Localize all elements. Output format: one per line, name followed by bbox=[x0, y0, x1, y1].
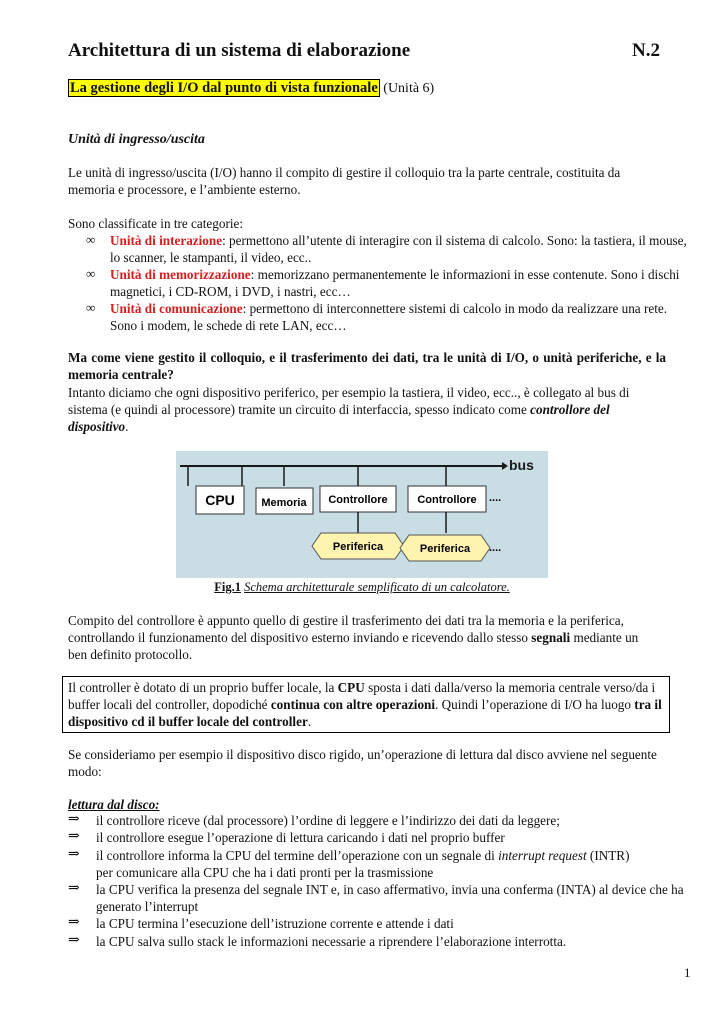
buffer-note-box bbox=[62, 676, 670, 733]
list-item: la CPU verifica la presenza del segnale INT e, in caso affermativo, invia una conferma (INTA) al device che ha generato l’interrupt bbox=[96, 882, 684, 914]
memoria-label: Memoria bbox=[261, 497, 307, 509]
category-text: : permettono di interconnettere sistemi di calcolo in modo da realizzare una rete. Sono i modem, le schede di rete LAN, ecc… bbox=[110, 301, 668, 333]
subtitle bbox=[68, 80, 434, 97]
category-text: : memorizzano permanentemente le informazioni in esse contenute. Sono i dischi magnetici, i CD-ROM, i DVD, i nastri, ecc… bbox=[110, 267, 680, 299]
list-item bbox=[110, 266, 690, 300]
architecture-diagram bbox=[176, 451, 548, 578]
answer-text: Intanto diciamo che ogni dispositivo periferico, per esempio la tastiera, il video, ecc.., è collegato al bus di sistema (e quindi al processore) tramite un circuito di interfaccia, spesso indicato come bbox=[68, 385, 630, 417]
arrow-icon: ⇒ bbox=[68, 915, 80, 930]
step-text: il controllore informa la CPU del termine dell’operazione con un segnale di bbox=[96, 848, 499, 863]
ellipsis-dots: .... bbox=[489, 542, 502, 554]
periferica-label: Periferica bbox=[419, 543, 471, 555]
list-item: il controllore riceve (dal processore) l’ordine di leggere e l’indirizzo dei dati da leggere; bbox=[96, 813, 560, 828]
categories-intro: Sono classificate in tre categorie: bbox=[68, 216, 244, 231]
arrow-icon: ⇒ bbox=[68, 933, 80, 948]
answer-paragraph bbox=[68, 384, 672, 435]
bullet-icon: ∞ bbox=[86, 266, 96, 281]
category-name: Unità di interazione bbox=[110, 233, 223, 248]
step-emphasis: interrupt request bbox=[498, 848, 587, 863]
title-text: Architettura di un sistema di elaborazione bbox=[68, 40, 411, 61]
bus-label: bus bbox=[509, 457, 534, 473]
bullet-icon: ∞ bbox=[86, 300, 96, 315]
figure-caption bbox=[0, 580, 724, 595]
arrow-icon: ⇒ bbox=[68, 881, 80, 896]
highlighted-subtitle: La gestione degli I/O dal punto di vista funzionale bbox=[70, 80, 378, 96]
periferica-label: Periferica bbox=[332, 541, 384, 553]
read-heading: lettura dal disco: bbox=[68, 797, 160, 812]
figure-label: Fig.1 bbox=[214, 580, 241, 594]
list-item bbox=[110, 300, 690, 334]
ellipsis-dots: .... bbox=[489, 492, 502, 504]
list-item: la CPU salva sullo stack le informazioni necessarie a riprendere l’elaborazione interrotta. bbox=[96, 934, 567, 949]
controller-paragraph bbox=[68, 612, 654, 663]
controllore-label: Controllore bbox=[328, 494, 388, 506]
document-number: N.2 bbox=[632, 40, 660, 61]
box-text: . bbox=[307, 714, 312, 729]
answer-end: . bbox=[125, 419, 129, 434]
box-bold: tra il dispositivo cd il buffer locale del controller bbox=[68, 697, 662, 729]
controller-text: Compito del controllore è appunto quello di gestire il trasferimento dei dati tra la memoria e la periferica, controllando il funzionamento del dispositivo esterno inviando e ricevendo dallo stesso bbox=[68, 613, 624, 645]
step-text: (INTR) per comunicare alla CPU che ha i dati pronti per la trasmissione bbox=[96, 848, 630, 880]
question-paragraph: Ma come viene gestito il colloquio, e il trasferimento dei dati, tra le unità di I/O, o unità periferiche, e la memoria centrale? bbox=[68, 350, 666, 382]
category-name: Unità di comunicazione bbox=[110, 301, 243, 316]
controller-end: mediante un ben definito protocollo. bbox=[68, 630, 639, 662]
box-text: sposta i dati dalla/verso la memoria centrale verso/da i buffer locali del controller, dopodiché bbox=[68, 680, 656, 712]
category-name: Unità di memorizzazione bbox=[110, 267, 251, 282]
list-item: la CPU termina l’esecuzione dell’istruzione corrente e attende i dati bbox=[96, 916, 454, 931]
cpu-label: CPU bbox=[205, 492, 235, 508]
box-text: . Quindi l’operazione di I/O ha luogo bbox=[435, 697, 635, 712]
list-item bbox=[96, 847, 636, 881]
arrow-icon: ⇒ bbox=[68, 829, 80, 844]
list-item bbox=[110, 232, 690, 266]
unit-label: (Unità 6) bbox=[383, 81, 435, 96]
bullet-icon: ∞ bbox=[86, 232, 96, 247]
box-text: Il controller è dotato di un proprio buffer locale, la bbox=[68, 680, 338, 695]
box-cpu: CPU bbox=[337, 680, 365, 695]
figure-caption-text: Schema architetturale semplificato di un calcolatore. bbox=[244, 580, 510, 594]
disk-intro: Se consideriamo per esempio il dispositivo disco rigido, un’operazione di lettura dal disco avviene nel seguente modo: bbox=[68, 747, 657, 779]
category-text: : permettono all’utente di interagire con il sistema di calcolo. Sono: la tastiera, il mouse, lo scanner, le stampanti, il video, ecc.. bbox=[110, 233, 687, 265]
answer-term: controllore del dispositivo bbox=[68, 402, 610, 434]
arrow-icon: ⇒ bbox=[68, 812, 80, 827]
page-number: 1 bbox=[684, 965, 691, 980]
intro-paragraph: Le unità di ingresso/uscita (I/O) hanno il compito di gestire il colloquio tra la parte centrale, costituita da memoria e processore, e l’ambiente esterno. bbox=[68, 165, 621, 197]
controllore-label: Controllore bbox=[417, 494, 477, 506]
box-bold: continua con altre operazioni bbox=[270, 697, 436, 712]
list-item: il controllore esegue l’operazione di lettura caricando i dati nel proprio buffer bbox=[96, 830, 505, 845]
controller-bold: segnali bbox=[531, 630, 571, 645]
arrow-icon: ⇒ bbox=[68, 847, 80, 862]
section-heading: Unità di ingresso/uscita bbox=[68, 132, 205, 147]
page-title bbox=[68, 40, 660, 62]
